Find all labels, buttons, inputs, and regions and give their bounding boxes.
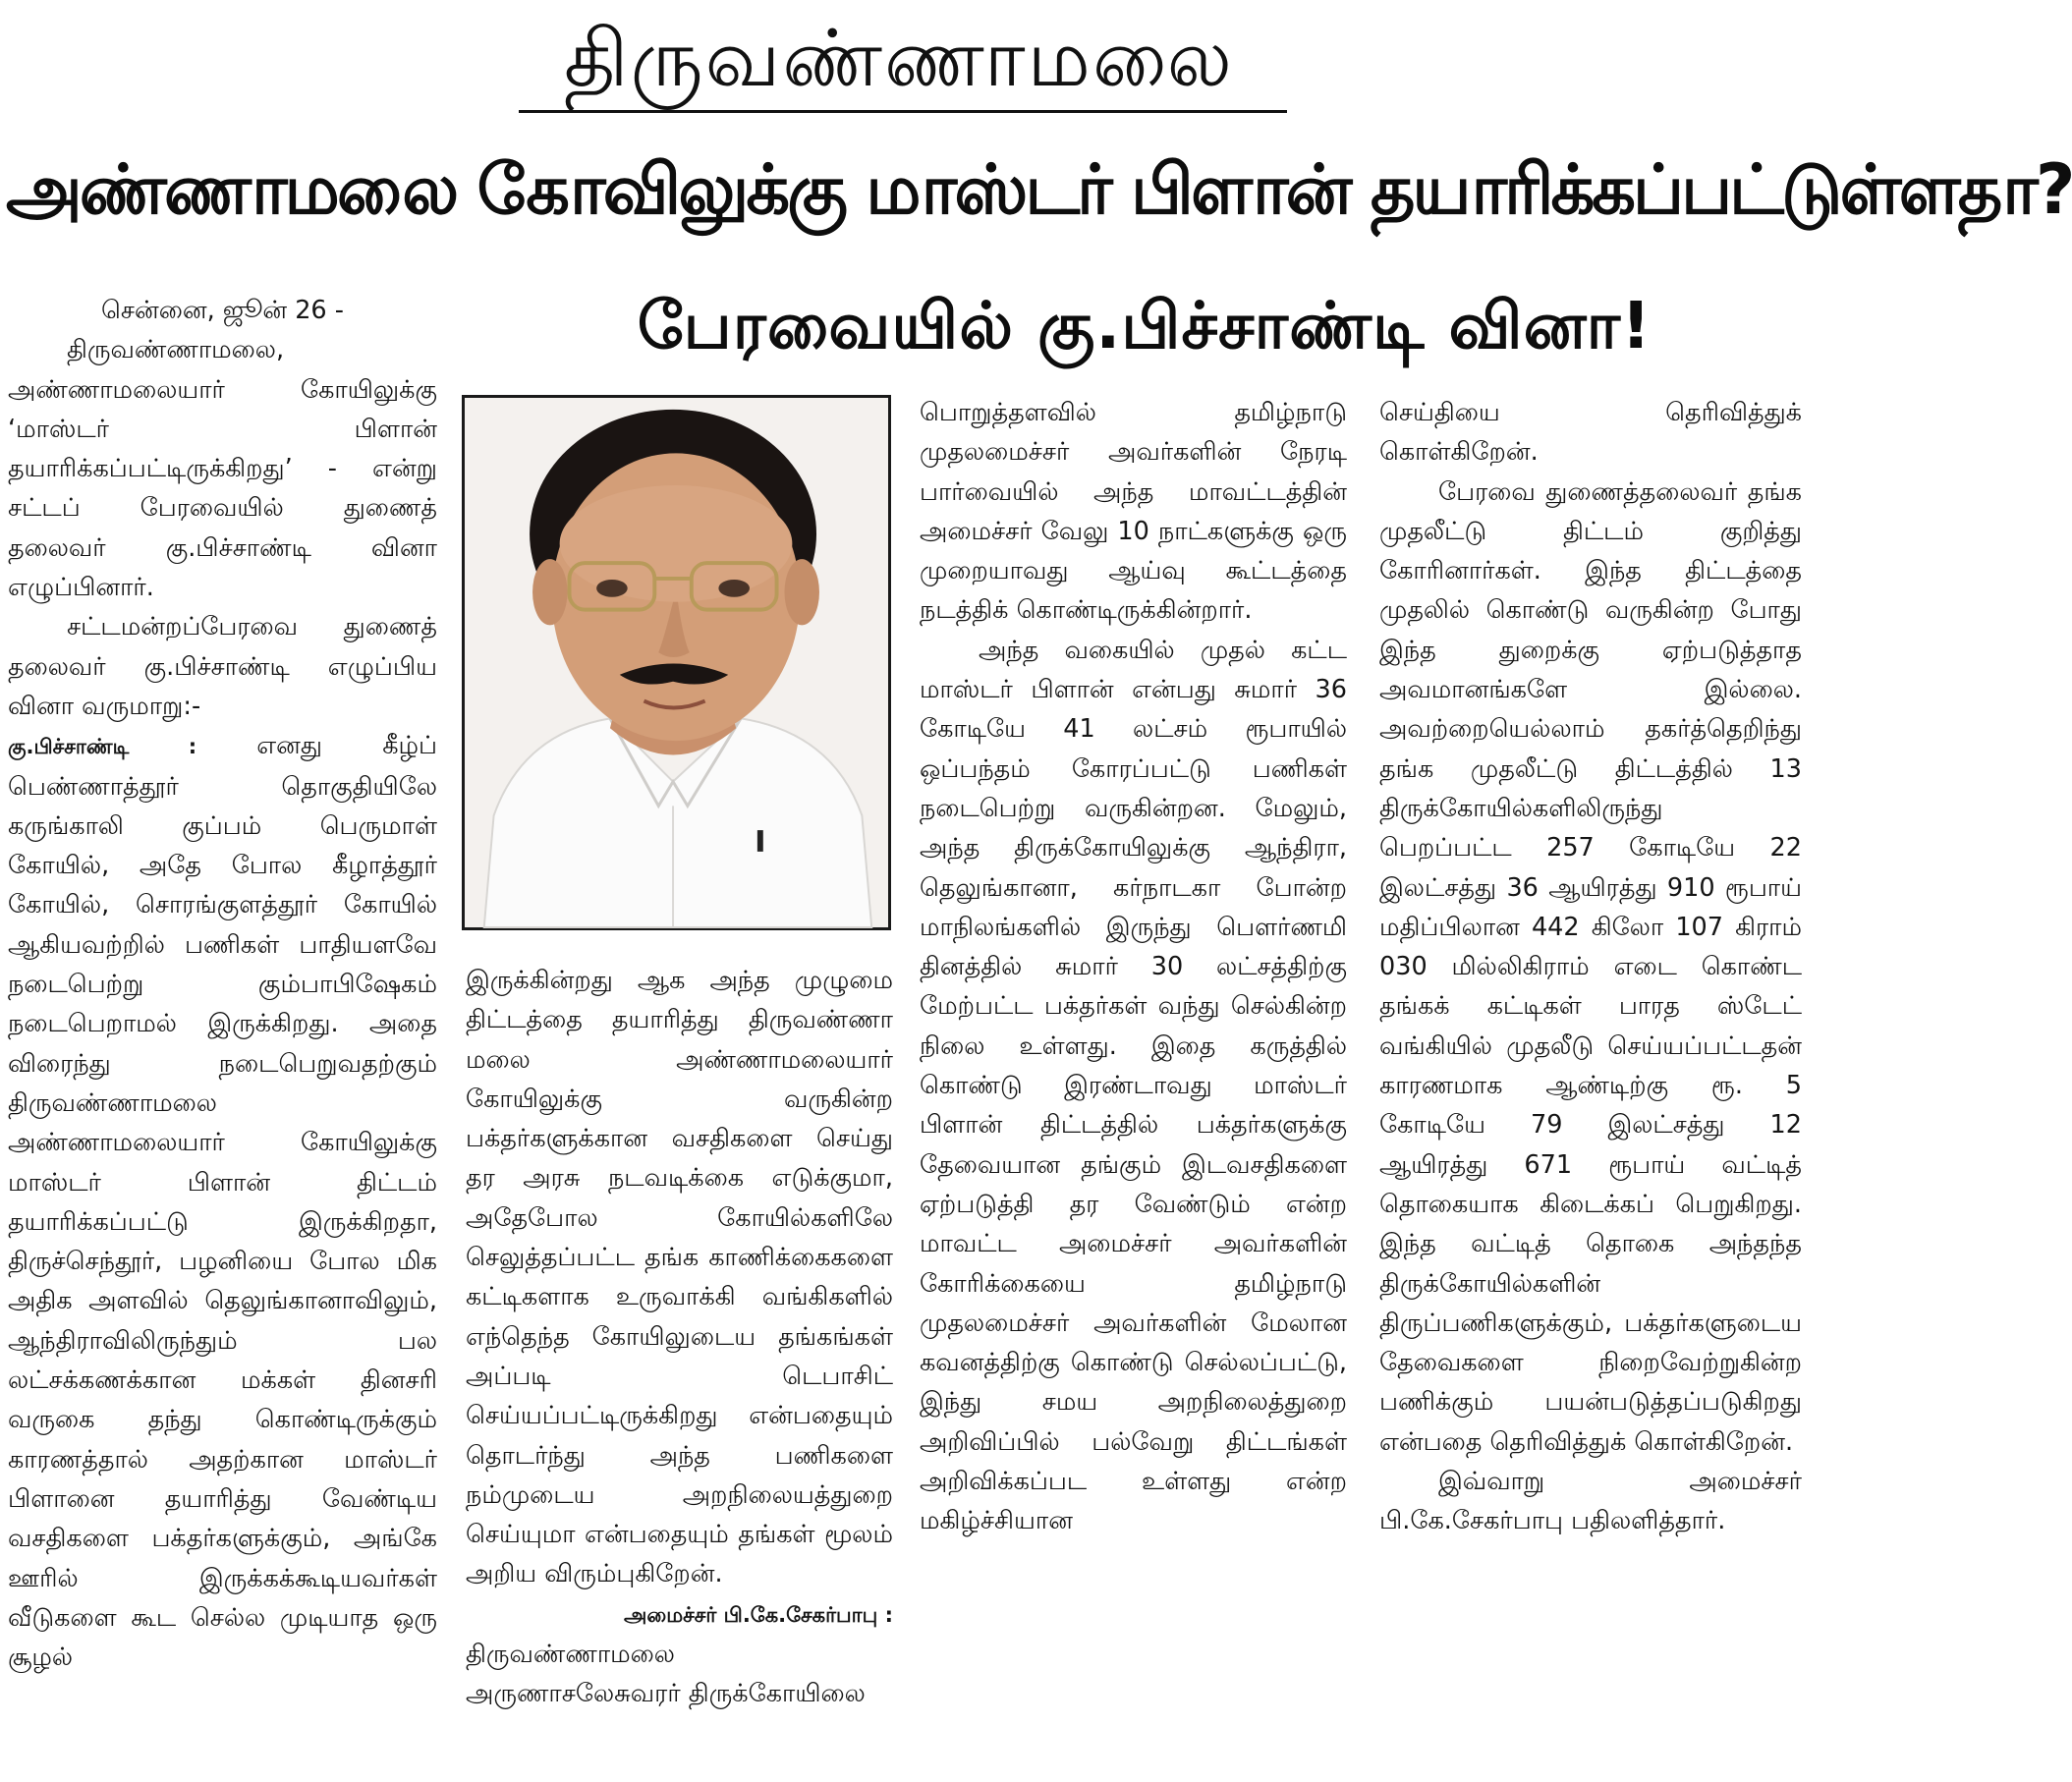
portrait-photo <box>462 395 891 930</box>
article-column-1 <box>8 291 437 1780</box>
col4-paragraph-1: செய்தியை தெரிவித்துக் கொள்கிறேன். <box>1379 398 1802 468</box>
speaker-name: அமைச்சர் பி.கே.சேகர்பாபு : <box>624 1602 893 1627</box>
col1-paragraph-3-text: எனது கீழ்ப் பெண்ணாத்தூர் தொகுதியிலே கருங்காலி குப்பம் பெருமாள் கோயில், அதே போல கீழாத்தூர் கோயில், சொரங்குளத்தூர் கோயில் ஆகியவற்றில் பணிகள் பாதியளவே நடைபெற்று கும்பாபிஷேகம் நடைபெறாமல் இருக்கிறது. அதை விரைந்து நடைபெறுவதற்கும் திருவண்ணாமலை அண்ணாமலையார் கோயிலுக்கு மாஸ்டர் பிளான் திட்டம் தயாரிக்கப்பட்டு இருக்கிறதா, திருச்செந்தூர், பழனியை போல மிக அதிக அளவில் தெலுங்கானாவிலும், ஆந்திராவிலிருந்தும் பல லட்சக்கணக்கான மக்கள் தினசரி வருகை தந்து கொண்டிருக்கும் காரணத்தால் அதற்கான மாஸ்டர் பிளானை தயாரித்து வேண்டிய வசதிகளை பக்தர்களுக்கும், அங்கே ஊரில் இருக்கக்கூடியவர்கள் வீடுகளை கூட செல்ல முடியாத ஒரு சூழல் <box>8 731 437 1673</box>
col1-paragraph-2: சட்டமன்றப்பேரவை துணைத் தலைவர் கு.பிச்சாண்டி எழுப்பிய வினா வருமாறு:- <box>8 612 437 721</box>
portrait-image <box>465 398 888 927</box>
col3-paragraph-2: அந்த வகையில் முதல் கட்ட மாஸ்டர் பிளான் என்பது சுமார் 36 கோடியே 41 லட்சம் ரூபாயில் ஒப்பந்தம் கோரப்பட்டு பணிகள் நடைபெற்று வருகின்றன. மேலும், அந்த திருக்கோயிலுக்கு ஆந்திரா, தெலுங்கானா, கர்நாடகா போன்ற மாநிலங்களில் இருந்து பௌர்ணமி தினத்தில் சுமார் 30 லட்சத்திற்கு மேற்பட்ட பக்தர்கள் வந்து செல்கின்ற நிலை உள்ளது. இதை கருத்தில் கொண்டு இரண்டாவது மாஸ்டர் பிளான் திட்டத்தில் பக்தர்களுக்கு தேவையான தங்கும் இடவசதிகளை ஏற்படுத்தி தர வேண்டும் என்ற மாவட்ட அமைச்சர் அவர்களின் கோரிக்கையை தமிழ்நாடு முதலமைச்சர் அவர்களின் மேலான கவனத்திற்கு கொண்டு செல்லப்பட்டு, இந்து சமய அறநிலைத்துறை அறிவிப்பில் பல்வேறு திட்டங்கள் அறிவிக்கப்பட உள்ளது என்ற மகிழ்ச்சியான <box>920 635 1347 1536</box>
article-column-2 <box>466 961 893 1780</box>
headline: அண்ணாமலை கோவிலுக்கு மாஸ்டர் பிளான் தயாரிக்கப்பட்டுள்ளதா? <box>6 149 2072 230</box>
section-title-rule <box>519 110 1287 113</box>
col2-speaker-line <box>466 1594 893 1635</box>
col4-paragraph-2: பேரவை துணைத்தலைவர் தங்க முதலீட்டு திட்டம் குறித்து கோரினார்கள். இந்த திட்டத்தை முதலில் கொண்டு வருகின்ற போது இந்த துறைக்கு ஏற்படுத்தாத அவமானங்களே இல்லை. அவற்றையெல்லாம் தகர்த்தெறிந்து தங்க முதலீட்டு திட்டத்தில் 13 திருக்கோயில்களிலிருந்து பெறப்பட்ட 257 கோடியே 22 இலட்சத்து 36 ஆயிரத்து 910 ரூபாய் மதிப்பிலான 442 கிலோ 107 கிராம் 030 மில்லிகிராம் எடை கொண்ட தங்கக் கட்டிகள் பாரத ஸ்டேட் வங்கியில் முதலீடு செய்யப்பட்டதன் காரணமாக ஆண்டிற்கு ரூ. 5 கோடியே 79 இலட்சத்து 12 ஆயிரத்து 671 ரூபாய் வட்டித் தொகையாக கிடைக்கப் பெறுகிறது. இந்த வட்டித் தொகை அந்தந்த திருக்கோயில்களின் திருப்பணிகளுக்கும், பக்தர்களுடைய தேவைகளை நிறைவேற்றுகின்ற பணிக்கும் பயன்படுத்தப்படுகிறது என்பதை தெரிவித்துக் கொள்கிறேன். <box>1379 476 1802 1457</box>
subheadline: பேரவையில் கு.பிச்சாண்டி வினா! <box>637 288 1652 363</box>
col2-paragraph-1: இருக்கின்றது ஆக அந்த முழுமை திட்டத்தை தயாரித்து திருவண்ணா மலை அண்ணாமலையார் கோயிலுக்கு வருகின்ற பக்தர்களுக்கான வசதிகளை செய்து தர அரசு நடவடிக்கை எடுக்குமா, அதேபோல கோயில்களிலே செலுத்தப்பட்ட தங்க காணிக்கைகளை கட்டிகளாக உருவாக்கி வங்கிகளில் எந்தெந்த கோயிலுடைய தங்கங்கள் அப்படி டெபாசிட் செய்யப்பட்டிருக்கிறது என்பதையும் தொடர்ந்து அந்த பணிகளை நம்முடைய அறநிலையத்துறை செய்யுமா என்பதையும் தங்கள் மூலம் அறிய விரும்புகிறேன். <box>466 966 893 1589</box>
col1-paragraph-3 <box>8 726 437 1677</box>
col4-paragraph-3: இவ்வாறு அமைச்சர் பி.கே.சேகர்பாபு பதிலளித்தார். <box>1379 1467 1802 1536</box>
speaker-name: கு.பிச்சாண்டி : <box>8 735 197 759</box>
article-column-4 <box>1379 393 1802 1780</box>
article-column-3 <box>920 393 1347 1780</box>
col1-paragraph-1: திருவண்ணாமலை, அண்ணாமலையார் கோயிலுக்கு ‘மாஸ்டர் பிளான் தயாரிக்கப்பட்டிருக்கிறது’ - என்று சட்டப் பேரவையில் துணைத் தலைவர் கு.பிச்சாண்டி வினா எழுப்பினார். <box>8 335 437 603</box>
col3-paragraph-1: பொறுத்தளவில் தமிழ்நாடு முதலமைச்சர் அவர்களின் நேரடி பார்வையில் அந்த மாவட்டத்தின் அமைச்சர் வேலு 10 நாட்களுக்கு ஒரு முறையாவது ஆய்வு கூட்டத்தை நடத்திக் கொண்டிருக்கின்றார். <box>920 398 1347 626</box>
col2-paragraph-2: திருவண்ணாமலை அருணாசலேசுவரர் திருக்கோயிலை <box>466 1640 866 1709</box>
dateline: சென்னை, ஜூன் 26 - <box>101 296 344 325</box>
section-title: திருவண்ணாமலை <box>563 13 1235 104</box>
